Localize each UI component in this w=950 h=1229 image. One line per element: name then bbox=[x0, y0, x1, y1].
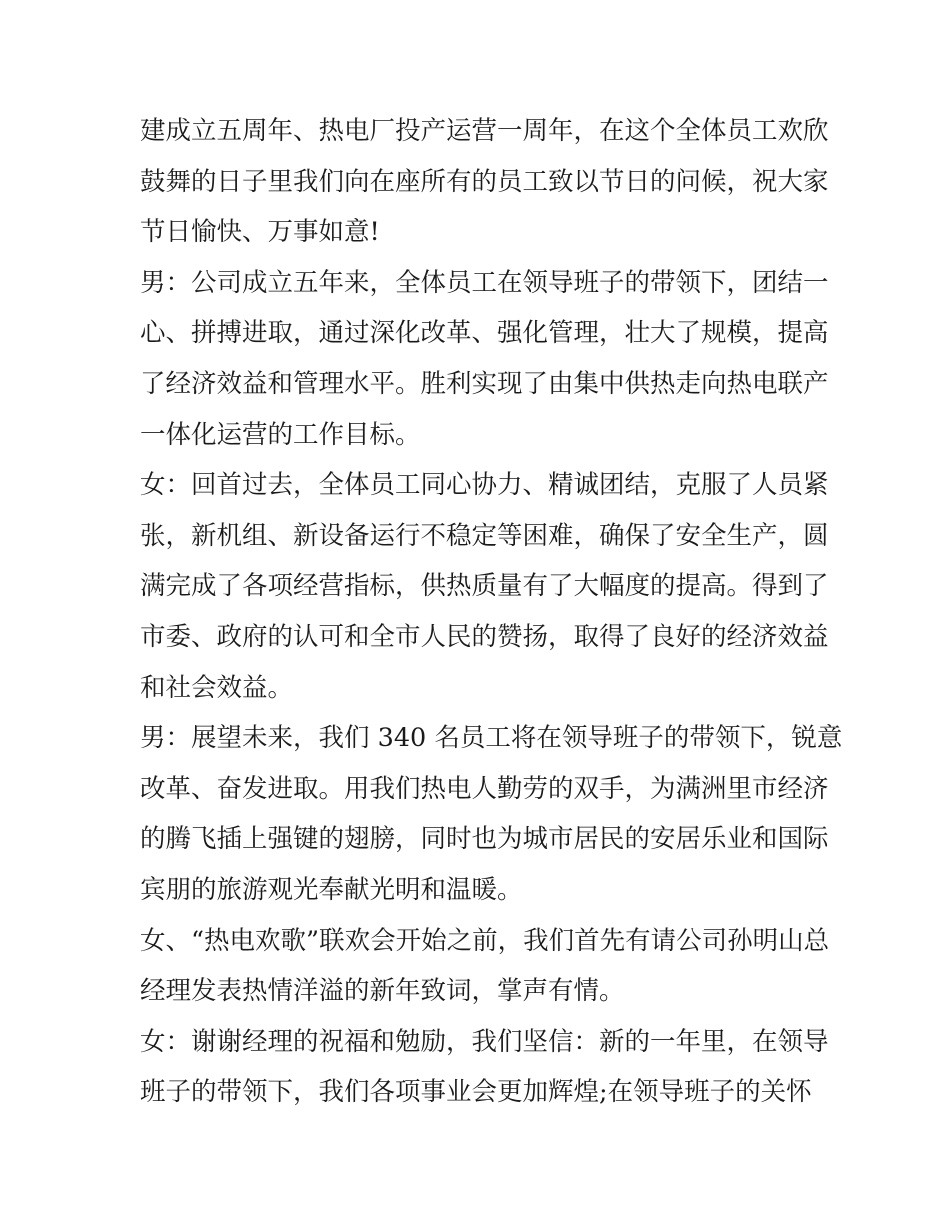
text-line: 女：谢谢经理的祝福和勉励，我们坚信：新的一年里，在领导 bbox=[140, 1026, 829, 1057]
text-line: 鼓舞的日子里我们向在座所有的员工致以节日的问候，祝大家 bbox=[140, 166, 829, 197]
text-line: 一体化运营的工作目标。 bbox=[140, 419, 421, 450]
text-line: 女：回首过去，全体员工同心协力、精诚团结，克服了人员紧 bbox=[140, 470, 829, 501]
text-line: 改革、奋发进取。用我们热电人勤劳的双手，为满洲里市经济 bbox=[140, 773, 829, 804]
text-line: 了经济效益和管理水平。胜利实现了由集中供热走向热电联产 bbox=[140, 368, 829, 399]
text-line: 经理发表热情洋溢的新年致词，掌声有情。 bbox=[140, 976, 625, 1007]
text-line: 宾朋的旅游观光奉献光明和温暖。 bbox=[140, 874, 523, 905]
text-line: 心、拼搏进取，通过深化改革、强化管理，壮大了规模，提高 bbox=[140, 318, 829, 349]
text-line: 男：展望未来，我们 340 名员工将在领导班子的带领下，锐意 bbox=[140, 723, 843, 754]
text-line: 和社会效益。 bbox=[140, 672, 294, 703]
text-line: 市委、政府的认可和全市人民的赞扬，取得了良好的经济效益 bbox=[140, 621, 829, 652]
text-line: 建成立五周年、热电厂投产运营一周年，在这个全体员工欢欣 bbox=[140, 116, 829, 146]
text-line: 男：公司成立五年来，全体员工在领导班子的带领下，团结一 bbox=[140, 267, 829, 298]
text-line: 张，新机组、新设备运行不稳定等困难，确保了安全生产，圆 bbox=[140, 520, 829, 551]
text-line: 节日愉快、万事如意! bbox=[140, 217, 380, 248]
document-body bbox=[140, 106, 843, 1118]
text-line: 女、“热电欢歌”联欢会开始之前，我们首先有请公司孙明山总 bbox=[140, 925, 830, 956]
text-line: 满完成了各项经营指标，供热质量有了大幅度的提高。得到了 bbox=[140, 571, 829, 602]
text-line: 班子的带领下，我们各项事业会更加辉煌;在领导班子的关怀 bbox=[140, 1077, 812, 1108]
text-line: 的腾飞插上强键的翅膀，同时也为城市居民的安居乐业和国际 bbox=[140, 824, 829, 855]
